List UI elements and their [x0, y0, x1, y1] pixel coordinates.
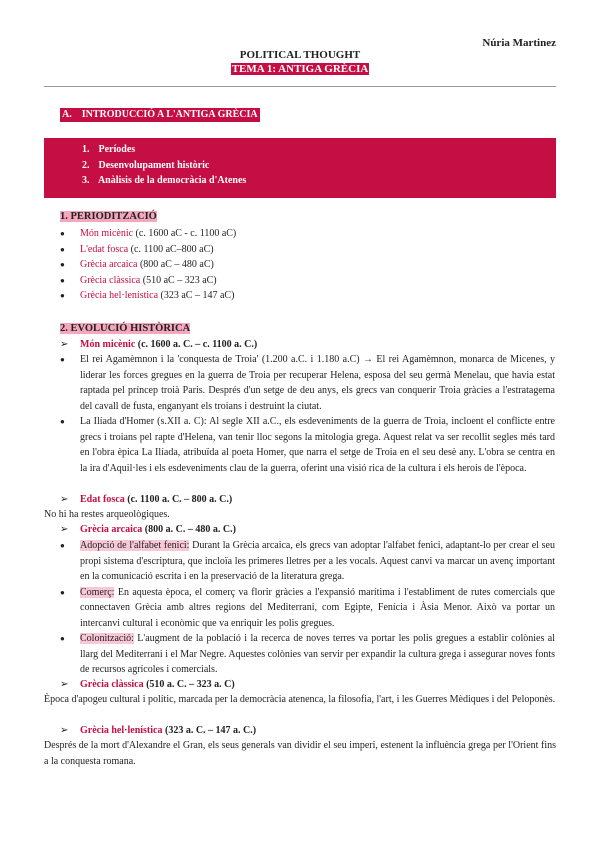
- era-range: (510 a. C. – 323 a. C): [143, 679, 235, 690]
- fosca-text: No hi ha restes arqueològiques.: [44, 509, 170, 520]
- period-name: Grècia hel·lenística: [80, 290, 159, 301]
- arrow-icon: ➢: [60, 524, 69, 535]
- classica-text: Època d'apogeu cultural i polític, marcada per la democràcia atenenca, la filosofia, l'art, i les Guerres Mèdiques i del Peloponès.: [44, 694, 556, 705]
- section-a-heading: [60, 108, 260, 122]
- evolucio-heading: [60, 322, 190, 336]
- item-label: Colonització:: [80, 633, 134, 644]
- document-title: POLITICAL THOUGHT: [239, 49, 361, 61]
- period-range: (510 aC – 323 aC): [140, 274, 217, 286]
- table-of-contents: [44, 138, 556, 198]
- era-name: Món micènic: [80, 339, 136, 350]
- fosca-heading: [60, 492, 232, 508]
- hellenistica-heading: [60, 723, 256, 739]
- period-name: Grècia arcaica: [80, 259, 138, 270]
- period-name: L'edat fosca: [80, 243, 129, 255]
- classica-heading: [60, 677, 235, 693]
- subtitle-wrap: [0, 62, 600, 78]
- toc-text: Desenvolupament històric: [98, 159, 210, 171]
- toc-number: 1.: [82, 144, 90, 155]
- list-item: [60, 226, 555, 242]
- toc-item: [82, 142, 556, 158]
- arcaica-list: [60, 538, 555, 678]
- periodes-list: [60, 226, 555, 304]
- era-name: Edat fosca: [80, 494, 125, 505]
- arrow-icon: ➢: [60, 494, 69, 505]
- era-range: (c. 1100 a. C. – 800 a. C.): [124, 494, 233, 505]
- item-label: Adopció de l'alfabet fenici:: [80, 540, 190, 551]
- toc-item: [82, 173, 556, 189]
- period-range: (800 aC – 480 aC): [137, 259, 214, 270]
- list-item: ● La Ilíada d'Homer (s.XII a. C): Al segle XII a.C., els esdeveniments de la guerra de Troia, incloent el conflicte entre grecs i troians pel rapte d'Helena, van tenir lloc segons la mitologia grega. Aquest relat va ser recollit segles més tard en l'obra èpica La Ilíada, atribuïda al poeta Homer, que narra el setge de Troia en el seu desè any. L'obra se centra en la ira d'Aquil·les i els esdeveniments clau de la guerra, oferint una visió rica de la cultura i els herois de l'època.: [60, 414, 555, 476]
- list-item: [60, 538, 555, 585]
- toc-number: 2.: [82, 159, 90, 171]
- era-name: Grècia hel·lenística: [80, 725, 163, 736]
- list-item: [60, 257, 555, 273]
- era-range: (323 a. C. – 147 a. C.): [162, 725, 257, 736]
- micenic-heading: [60, 337, 257, 353]
- list-item: [60, 242, 555, 258]
- section-a-label: A.: [62, 109, 72, 120]
- section-a-title: INTRODUCCIÓ A L'ANTIGA GRÈCIA: [81, 109, 258, 120]
- list-item: ● El rei Agamèmnon i la 'conquesta de Troia' (1.200 a.C. i 1.180 a.C) → El rei Agamèmnon, monarca de Micenes, y liderar les forces gregues en la guerra de Troia per recuperar Helena, esposa del seu germà Menelau, que havia estat raptada pel príncep troià Paris. Després d'un setge de deu anys, els grecs van conquerir Troia gràcies a l'estratagema del cavall de fusta, enganyant els troians i destruint la ciutat.: [60, 352, 555, 414]
- item-text: L'augment de la població i la recerca de noves terres va portar les polis gregues a establir colònies al llarg del Mediterrani i el Mar Negre. Aquestes colònies van servir per expandir la cultura grega i assegurar noves fonts de recursos agrícoles i comercials.: [80, 633, 555, 675]
- period-range: (c. 1600 aC - c. 1100 aC): [133, 228, 237, 239]
- era-range: (c. 1600 a. C. – c. 1100 a. C.): [135, 339, 258, 350]
- arrow-icon: ➢: [60, 725, 69, 736]
- arcaica-heading: [60, 522, 236, 538]
- period-range: (c. 1100 aC–800 aC): [128, 243, 214, 255]
- item-text: Durant la Grècia arcaica, els grecs van adoptar l'alfabet fenici, adaptant-lo per crear el seu propi sistema d'escriptura, que incloïa les primeres lletres per a les vocals. Aquest canvi va marcar un avenç important en la comunicació escrita i en la preservació de la literatura grega.: [80, 540, 555, 582]
- toc-item: [82, 158, 556, 174]
- arrow-icon: ➢: [60, 679, 69, 690]
- era-name: Grècia arcaica: [80, 524, 143, 535]
- list-item: [60, 288, 555, 304]
- hellenistica-text: Després de la mort d'Alexandre el Gran, els seus generals van dividir el seu imperi, estenent la influència grega per l'Orient fins a la conquesta romana.: [44, 740, 556, 767]
- era-range: (800 a. C. – 480 a. C.): [142, 524, 236, 535]
- period-name: Món micènic: [80, 228, 134, 239]
- list-item: [60, 631, 555, 678]
- toc-text: Períodes: [98, 144, 136, 155]
- micenic-list: [60, 352, 555, 476]
- item-text: En aquesta època, el comerç va florir gràcies a l'expansió marítima i l'establiment de rutes comercials que connectaven Grècia amb altres regions del Mediterrani, com Egipte, Fenícia i Àsia Menor. Això va portar un intercanvi cultural i econòmic que va enriquir les polis gregues.: [80, 586, 555, 629]
- period-range: (323 aC – 147 aC): [158, 290, 235, 301]
- toc-text: Anàlisis de la democràcia d'Atenes: [97, 175, 247, 186]
- item-label: Comerç:: [80, 586, 115, 598]
- document-subtitle: TEMA 1: ANTIGA GRÈCIA: [231, 63, 369, 75]
- list-item: [60, 273, 555, 289]
- evolucio-heading-text: 2. EVOLUCIÓ HISTÒRICA: [60, 323, 191, 334]
- author-name: Núria Martinez: [482, 37, 556, 49]
- period-name: Grècia clàssica: [80, 274, 141, 286]
- era-name: Grècia clàssica: [80, 679, 144, 690]
- periodes-heading: [60, 210, 157, 224]
- header-divider: [44, 86, 556, 87]
- arrow-icon: ➢: [60, 339, 69, 350]
- toc-number: 3.: [82, 175, 90, 186]
- periodes-heading-text: 1. PERIODITZACIÓ: [60, 211, 157, 222]
- list-item: [60, 585, 555, 632]
